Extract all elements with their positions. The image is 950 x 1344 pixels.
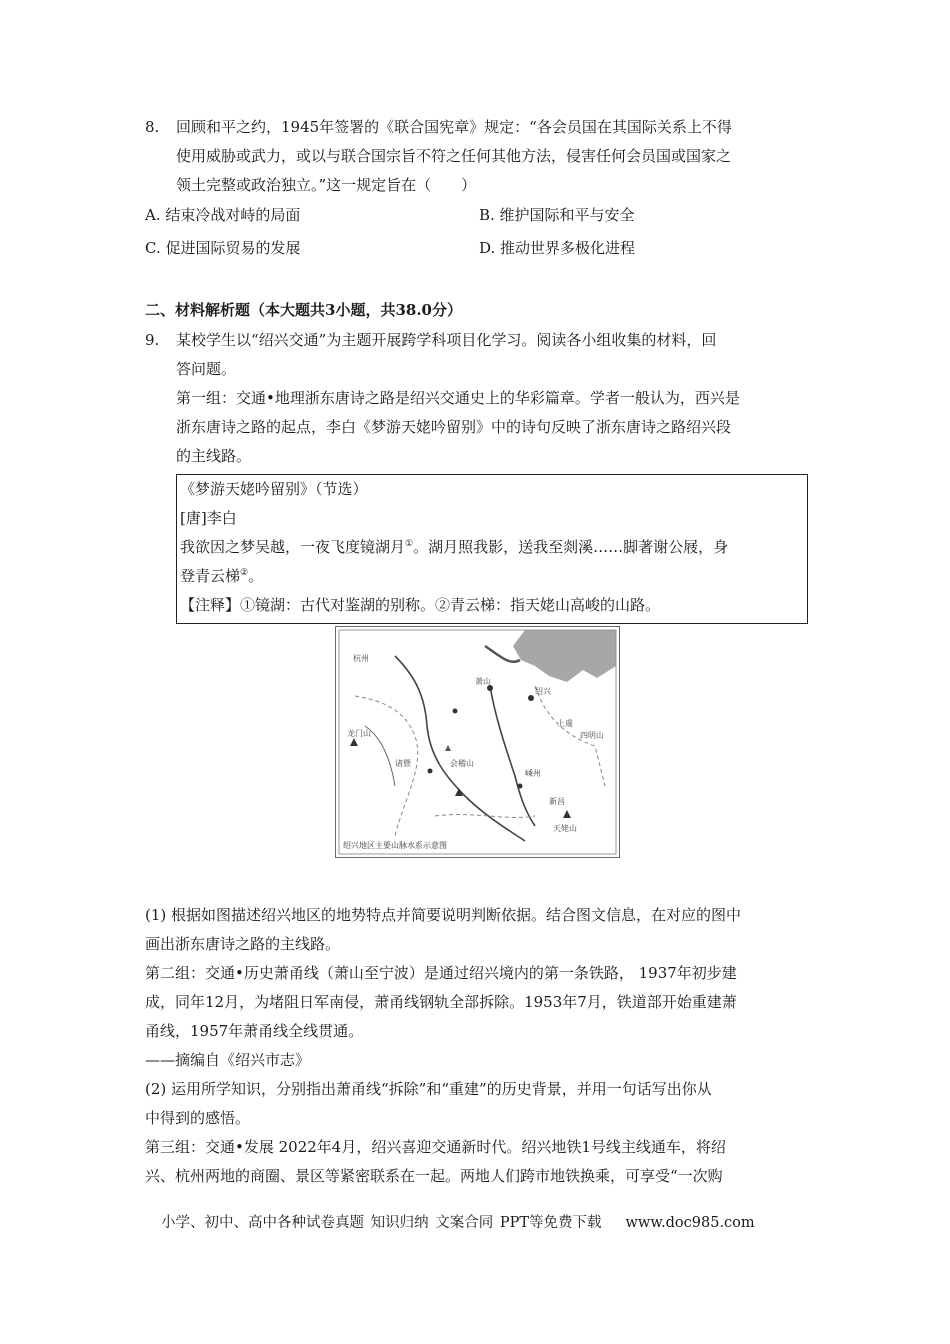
map-label-longmen: 龙门山 (347, 729, 371, 738)
poem-title: 《梦游天姥吟留别》（节选） (180, 480, 368, 498)
poem-line-2 (180, 566, 263, 586)
q9-intro-line-1: 某校学生以“绍兴交通”为主题开展跨学科项目化学习。阅读各小组收集的材料，回 (176, 331, 717, 349)
q9-group1-line-2: 浙东唐诗之路的起点，李白《梦游天姥吟留别》中的诗句反映了浙东唐诗之路绍兴段 (176, 418, 732, 436)
poem-line-2-text-b: 。 (248, 567, 264, 585)
footer-text: 小学、初中、高中各种试卷真题 知识归纳 文案合同 PPT等免费下载 (161, 1215, 602, 1231)
q9-sub1-line-1: (1) 根据如图描述绍兴地区的地势特点并简要说明判断依据。结合图文信息，在对应的图中 (145, 906, 742, 924)
page-footer (161, 1213, 755, 1233)
map-label-tianmu: 天姥山 (553, 824, 577, 833)
poem-line-2-text-a: 登青云梯 (180, 567, 241, 585)
shaoxing-map (335, 626, 620, 858)
poem-notes: 【注释】①镜湖：古代对鉴湖的别称。②青云梯：指天姥山高峻的山路。 (180, 596, 661, 614)
map-label-shengzhou: 嵊州 (525, 769, 541, 778)
poem-line-1-text-a: 我欲因之梦吴越，一夜飞度镜湖月 (180, 538, 406, 556)
q9-number: 9. (145, 331, 160, 349)
poem-note-mark-2: ② (240, 568, 249, 578)
q8-stem-line-1: 回顾和平之约，1945年签署的《联合国宪章》规定：“各会员国在其国际关系上不得 (176, 118, 732, 136)
map-label-shangyu: 上虞 (557, 719, 573, 728)
map-label-xinchang: 新昌 (549, 797, 565, 806)
q9-sub2-line-1: (2) 运用所学知识，分别指出萧甬线“拆除”和“重建”的历史背景，并用一句话写出你从 (145, 1080, 712, 1098)
map-label-kuaiji: 会稽山 (450, 759, 474, 768)
q9-group1-line-3: 的主线路。 (176, 447, 252, 465)
q9-group1-line-1: 第一组：交通•地理浙东唐诗之路是绍兴交通史上的华彩篇章。学者一般认为，西兴是 (176, 389, 740, 407)
q8-number: 8. (145, 118, 160, 136)
q8-option-d: D. 推动世界多极化进程 (479, 239, 636, 257)
poem-line-1-text-b: 。湖月照我影，送我至剡溪……脚著谢公屐，身 (413, 538, 729, 556)
map-caption: 绍兴地区主要山脉水系示意图 (343, 841, 447, 850)
q9-group2-line-1: 第二组：交通•历史萧甬线（萧山至宁波）是通过绍兴境内的第一条铁路， 1937年初步建 (145, 964, 737, 982)
poem-excerpt-box (176, 474, 808, 624)
q8-option-b: B. 维护国际和平与安全 (479, 206, 635, 224)
footer-url[interactable]: www.doc985.com (625, 1215, 755, 1231)
poem-author: [唐]李白 (180, 509, 237, 527)
map-city-4 (428, 769, 433, 774)
q8-stem-line-2: 使用威胁或武力，或以与联合国宗旨不符之任何其他方法，侵害任何会员国或国家之 (176, 147, 732, 165)
map-label-shaoxing: 绍兴 (535, 687, 551, 696)
q8-stem-line-3: 领土完整或政治独立。”这一规定旨在（ ） (176, 176, 477, 194)
q8-option-a: A. 结束冷战对峙的局面 (145, 206, 301, 224)
q9-group2-line-3: 甬线，1957年萧甬线全线贯通。 (145, 1022, 364, 1040)
map-city-2 (528, 695, 534, 701)
poem-note-mark-1: ① (405, 539, 414, 549)
map-label-xiaoshan: 萧山 (475, 677, 491, 686)
map-label-zhuji: 诸暨 (395, 759, 411, 768)
map-city-3 (453, 709, 458, 714)
q9-group3-line-1: 第三组：交通•发展 2022年4月，绍兴喜迎交通新时代。绍兴地铁1号线主线通车，将绍 (145, 1138, 726, 1156)
q9-sub1-line-2: 画出浙东唐诗之路的主线路。 (145, 935, 341, 953)
q9-intro-line-2: 答问题。 (176, 360, 237, 378)
q8-option-c: C. 促进国际贸易的发展 (145, 239, 301, 257)
poem-line-1 (180, 537, 728, 557)
q9-group3-line-2: 兴、杭州两地的商圈、景区等紧密联系在一起。两地人们跨市地铁换乘，可享受“一次购 (145, 1167, 723, 1185)
q9-group2-line-2: 成，同年12月，为堵阻日军南侵，萧甬线钢轨全部拆除。1953年7月，铁道部开始重建萧 (145, 993, 737, 1011)
q9-sub2-line-2: 中得到的感悟。 (145, 1109, 251, 1127)
map-label-siming: 四明山 (580, 731, 604, 740)
q9-group2-source: ——摘编自《绍兴市志》 (145, 1051, 311, 1069)
section2-title: 二、材料解析题（本大题共3小题，共38.0分） (145, 301, 462, 319)
map-city-5 (518, 784, 523, 789)
map-label-hangzhou: 杭州 (353, 654, 369, 663)
